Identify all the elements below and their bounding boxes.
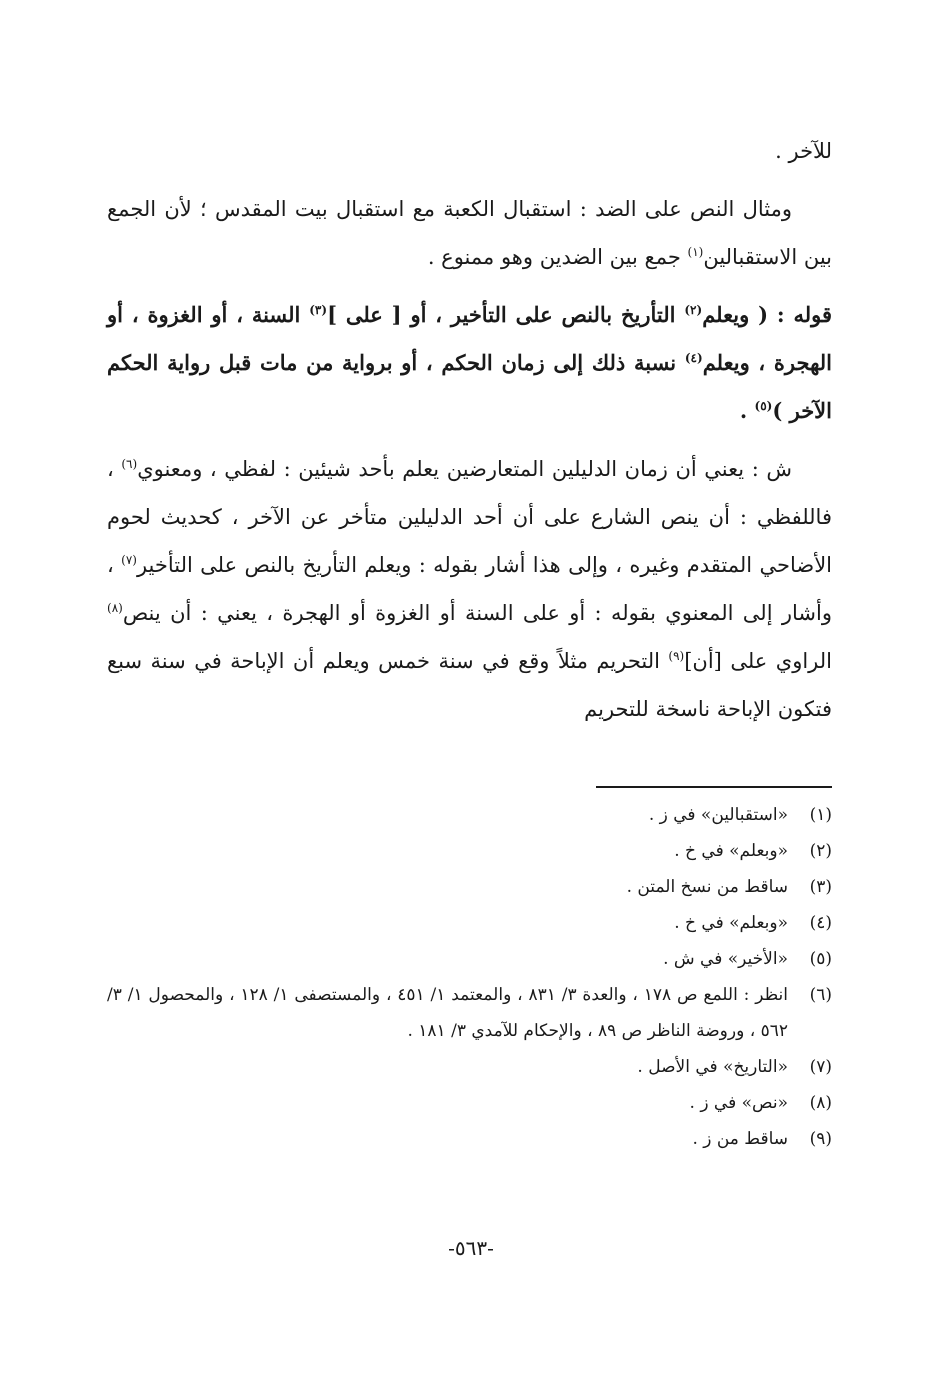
paragraph-commentary [107, 445, 832, 733]
footnote-number: (٤) [809, 913, 832, 933]
footnote-ref-6: (٦) [121, 457, 138, 471]
footnote-text: ساقط من ز . [692, 1129, 788, 1149]
paragraph-text: ، وأشار إلى المعنوي بقوله : أو على السنة أو الغزوة أو الهجرة ، يعني : أن ينص [107, 553, 832, 625]
paragraph-text: ومثال النص على الضد : استقبال الكعبة مع استقبال بيت المقدس ؛ لأن الجمع بين الاستقبالين [107, 197, 832, 269]
footnote-text: ساقط من نسخ المتن . [626, 877, 788, 897]
footnotes-list [107, 797, 832, 1157]
footnote-ref-7: (٧) [121, 553, 137, 567]
paragraph-text: نسبة ذلك إلى زمان الحكم ، أو برواية من مات قبل رواية الحكم الآخر ) [107, 350, 832, 423]
footnote-item [107, 905, 832, 941]
footnote-text: «الأخير» في ش . [663, 949, 788, 969]
footnote-item [107, 977, 832, 1049]
footnote-text: «نص» في ز . [689, 1093, 788, 1113]
page-number: -٥٦٣- [448, 1236, 494, 1260]
footnote-ref-1: (١) [687, 245, 704, 259]
footnote-ref-4: (٤) [684, 351, 703, 365]
footnote-text: «استقبالين» في ز . [648, 805, 788, 825]
footnote-item [107, 833, 832, 869]
footnote-ref-3: (٣) [309, 303, 328, 317]
paragraph-text: ش : يعني أن زمان الدليلين المتعارضين يعلم بأحد شيئين : لفظي ، ومعنوي [137, 457, 792, 481]
footnote-ref-9: (٩) [668, 649, 685, 663]
footnote-item [107, 1085, 832, 1121]
paragraph-text: الراوي على [أن] [684, 649, 832, 673]
continuation-line [107, 127, 832, 175]
footnote-number: (٥) [809, 949, 832, 969]
footnote-number: (٦) [809, 985, 832, 1005]
footnote-text: «التاريخ» في الأصل . [637, 1057, 788, 1077]
footnote-item [107, 941, 832, 977]
paragraph-example [107, 185, 832, 281]
paragraph-text: ، فاللفظي : أن ينص الشارع على أن أحد الدليلين متأخر عن الآخر ، كحديث لحوم الأضاحي المتقدم وغيره ، وإلى هذا أشار بقوله : ويعلم التأريخ بالنص على التأخير [107, 457, 833, 577]
paragraph-quoted-text [107, 291, 832, 435]
paragraph-text: التأريخ بالنص على التأخير ، أو [ على ] [327, 302, 685, 327]
paragraph-text: السنة ، أو الغزوة ، أو الهجرة ، ويعلم [107, 302, 832, 375]
footnote-ref-5: (٥) [754, 399, 773, 413]
footnote-text: «وبعلم» في خ . [674, 841, 788, 861]
footnote-number: (٩) [809, 1129, 832, 1149]
continuation-text: للآخر . [775, 139, 832, 163]
footnote-separator [596, 786, 832, 788]
footnote-text: «وبعلم» في خ . [674, 913, 788, 933]
paragraph-text: التحريم مثلاً وقع في سنة خمس ويعلم أن الإباحة في سنة سبع فتكون الإباحة ناسخة للتحريم [107, 649, 832, 721]
footnote-number: (٧) [809, 1057, 832, 1077]
footnote-item [107, 1121, 832, 1157]
footnote-item [107, 869, 832, 905]
footnote-item [107, 1049, 832, 1085]
main-text-body [107, 127, 832, 733]
footnote-number: (٢) [809, 841, 832, 861]
footnote-ref-2: (٢) [684, 303, 703, 317]
footnote-text: انظر : اللمع ص ١٧٨ ، والعدة ٣/ ٨٣١ ، والمعتمد ١/ ٤٥١ ، والمستصفى ١/ ١٢٨ ، والمحصول ١/ ٣/ ٥٦٢ ، وروضة الناظر ص ٨٩ ، والإحكام للآمدي ٣/ ١٨١ . [107, 985, 788, 1041]
paragraph-text: ( ويعلم [702, 302, 769, 327]
footnote-ref-8: (٨) [107, 601, 123, 615]
footnote-number: (٨) [809, 1093, 832, 1113]
quote-lead: قوله : [768, 302, 833, 327]
footnote-item [107, 797, 832, 833]
paragraph-text: . [739, 398, 755, 423]
footnote-number: (٣) [809, 877, 832, 897]
footnote-number: (١) [809, 805, 832, 825]
paragraph-text: جمع بين الضدين وهو ممنوع . [427, 245, 688, 269]
